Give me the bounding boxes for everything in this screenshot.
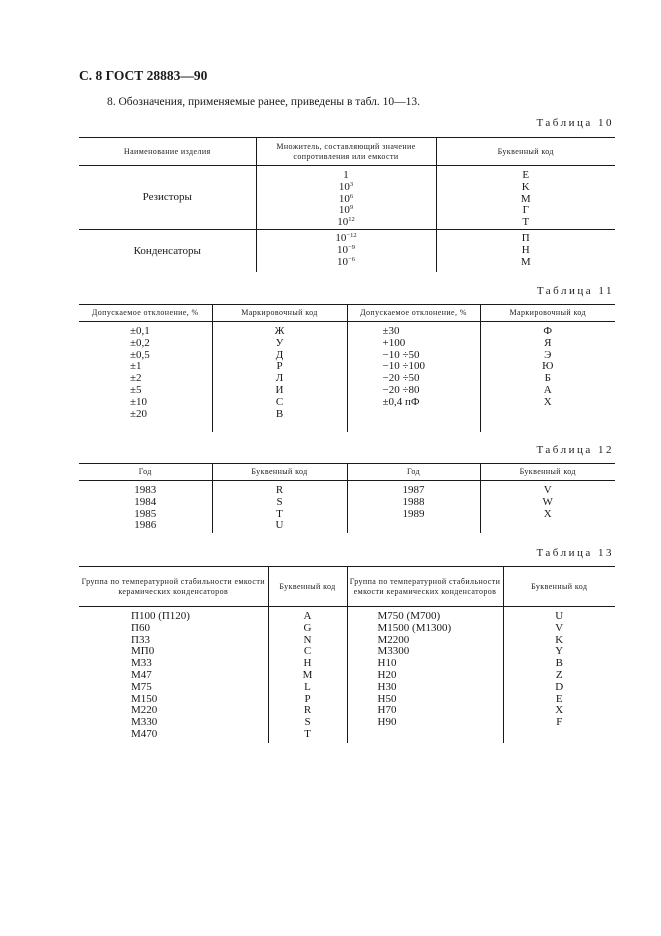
table-11 <box>79 304 615 432</box>
tolerance-value: ±20 <box>130 407 148 420</box>
year-value: 1984 <box>134 495 157 508</box>
tolerance-cell <box>79 322 212 432</box>
year-value: 1988 <box>402 495 425 508</box>
letter-code: P <box>304 692 311 705</box>
letter-code-cell <box>212 481 347 533</box>
letter-code: V <box>555 621 564 634</box>
table-10-header: Буквенный код <box>436 138 615 166</box>
table-11-caption: Таблица 11 <box>536 285 614 297</box>
tolerance-value: ±30 <box>382 325 400 337</box>
stability-group: Н30 <box>377 680 397 693</box>
table-12-header: Год <box>79 464 212 481</box>
product-name: Конденсаторы <box>133 245 201 258</box>
stability-group-cell <box>347 607 503 743</box>
stability-group: П60 <box>131 621 150 634</box>
letter-code: K <box>555 633 564 646</box>
letter-code: Z <box>555 668 563 681</box>
letter-code: U <box>275 519 284 532</box>
tolerance-value: +100 <box>382 336 406 349</box>
marking-code: Х <box>543 395 552 408</box>
letter-code: E <box>555 692 563 705</box>
tolerance-value: ±10 <box>130 395 148 408</box>
letter-code: M <box>302 668 313 681</box>
marking-code: Э <box>544 348 552 361</box>
note-paragraph: 8. Обозначения, применяемые ранее, приведены в табл. 10—13. <box>107 96 421 108</box>
letter-code: L <box>304 680 311 693</box>
letter-code: M <box>520 192 531 205</box>
marking-code: Я <box>544 336 552 349</box>
marking-code: Б <box>544 372 551 385</box>
stability-group: М47 <box>131 668 152 681</box>
stability-group: М75 <box>131 680 152 693</box>
tolerance-value: ±5 <box>130 383 142 396</box>
table-11-header: Допускаемое отклонение, % <box>79 305 212 322</box>
product-name-cell <box>79 166 256 230</box>
letter-code-cell <box>503 607 615 743</box>
marking-code: А <box>543 383 552 396</box>
year-value: 1983 <box>134 484 157 496</box>
tolerance-value: −10 ÷50 <box>382 348 420 361</box>
marking-code: Л <box>275 372 284 385</box>
table-12-header: Буквенный код <box>212 464 347 481</box>
letter-code: A <box>303 610 312 622</box>
tolerance-value: ±0,1 <box>130 325 150 337</box>
stability-group: М33 <box>131 657 152 670</box>
stability-group-cell <box>79 607 268 743</box>
tolerance-value: −10 ÷100 <box>382 360 425 373</box>
marking-code: С <box>275 395 284 408</box>
tolerance-value: ±0,5 <box>130 348 150 361</box>
marking-code-cell <box>212 322 347 432</box>
multiplier: 1 <box>343 169 349 181</box>
letter-code: S <box>304 716 311 729</box>
table-13 <box>79 566 615 743</box>
table-13-header: Группа по температурной стабильности емкости керамических конденсаторов <box>347 567 503 607</box>
stability-group: Н20 <box>377 668 397 681</box>
letter-code: R <box>303 704 312 717</box>
letter-code: М <box>520 255 531 268</box>
letter-code: T <box>522 216 530 229</box>
stability-group: Н70 <box>377 704 397 717</box>
letter-code: Н <box>521 243 530 256</box>
stability-group: МП0 <box>131 645 155 658</box>
stability-group: Н50 <box>377 692 397 705</box>
letter-code: N <box>303 633 312 646</box>
year-value: 1989 <box>402 507 425 520</box>
stability-group: М470 <box>131 727 158 740</box>
marking-code: Р <box>276 360 283 373</box>
year-value: 1986 <box>134 519 157 532</box>
multiplier: $10^9$ <box>338 204 354 217</box>
table-11-header: Допускаемое отклонение, % <box>347 305 480 322</box>
table-12 <box>79 463 615 533</box>
stability-group: М330 <box>131 716 158 729</box>
table-13-header: Группа по температурной стабильности емкости керамических конденсаторов <box>79 567 268 607</box>
year-cell <box>79 481 212 533</box>
multiplier: $10^{-12}$ <box>335 231 357 244</box>
table-10-header: Наименование изделия <box>79 138 256 166</box>
stability-group: М150 <box>131 692 158 705</box>
letter-code: V <box>543 484 552 496</box>
year-value: 1985 <box>134 507 157 520</box>
marking-code: Д <box>275 348 284 361</box>
stability-group: П100 (П120) <box>131 610 190 622</box>
marking-code: Ф <box>543 325 553 337</box>
stability-group: М2200 <box>377 633 410 646</box>
letter-code: Y <box>555 645 564 658</box>
multiplier: $10^{-9}$ <box>337 243 355 256</box>
tolerance-value: ±0,4 пФ <box>382 395 420 408</box>
product-name: Резисторы <box>142 191 192 204</box>
table-10-header: Множитель, составляющий значение сопротивления или емкости <box>256 138 436 166</box>
multiplier-cell <box>256 166 436 230</box>
letter-code: E <box>522 169 530 181</box>
table-12-header: Буквенный код <box>480 464 615 481</box>
year-value: 1987 <box>402 484 425 496</box>
multiplier: $10^3$ <box>338 180 354 193</box>
page-header: С. 8 ГОСТ 28883—90 <box>79 68 208 83</box>
table-12-header: Год <box>347 464 480 481</box>
letter-code: U <box>555 610 564 622</box>
marking-code: И <box>275 383 284 396</box>
letter-code: S <box>276 495 283 508</box>
letter-code: T <box>276 507 283 520</box>
letter-code-cell <box>480 481 615 533</box>
table-12-caption: Таблица 12 <box>536 444 614 456</box>
letter-code: W <box>542 495 553 508</box>
stability-group: М3300 <box>377 645 410 658</box>
table-11-header: Маркировочный код <box>480 305 615 322</box>
letter-code: D <box>555 680 564 693</box>
table-10 <box>79 137 615 272</box>
tolerance-value: ±1 <box>130 360 142 373</box>
letter-code: C <box>303 645 312 658</box>
marking-code: Ю <box>542 360 554 373</box>
letter-code: R <box>275 484 284 496</box>
multiplier: $10^{-6}$ <box>337 255 355 268</box>
letter-code-cell <box>268 607 347 743</box>
product-name-cell <box>79 229 256 272</box>
table-13-caption: Таблица 13 <box>536 547 614 559</box>
table-10-caption: Таблица 10 <box>536 117 614 129</box>
tolerance-value: ±0,2 <box>130 336 150 349</box>
letter-code: П <box>521 231 530 244</box>
multiplier: $10^{12}$ <box>337 216 355 229</box>
stability-group: Н10 <box>377 657 397 670</box>
letter-code: X <box>555 704 564 717</box>
letter-code: Г <box>522 204 529 217</box>
letter-code-cell <box>436 166 615 230</box>
tolerance-value: −20 ÷50 <box>382 372 420 385</box>
marking-code: У <box>275 336 284 349</box>
letter-code: H <box>303 657 312 670</box>
marking-code: В <box>275 407 284 420</box>
table-13-header: Буквенный код <box>268 567 347 607</box>
letter-code: X <box>543 507 552 520</box>
letter-code: K <box>521 180 530 193</box>
stability-group: М1500 (М1300) <box>377 621 452 634</box>
stability-group: М220 <box>131 704 158 717</box>
letter-code: B <box>555 657 563 670</box>
marking-code: Ж <box>274 325 285 337</box>
letter-code: F <box>556 716 563 729</box>
tolerance-value: ±2 <box>130 372 142 385</box>
stability-group: Н90 <box>377 716 397 729</box>
marking-code-cell <box>480 322 615 432</box>
letter-code: T <box>304 727 311 740</box>
table-11-header: Маркировочный код <box>212 305 347 322</box>
multiplier: $10^6$ <box>338 192 354 205</box>
stability-group: П33 <box>131 633 150 646</box>
letter-code-cell <box>436 229 615 272</box>
stability-group: М750 (М700) <box>377 610 441 622</box>
letter-code: G <box>303 621 312 634</box>
table-13-header: Буквенный код <box>503 567 615 607</box>
tolerance-cell <box>347 322 480 432</box>
multiplier-cell <box>256 229 436 272</box>
year-cell <box>347 481 480 533</box>
tolerance-value: −20 ÷80 <box>382 383 420 396</box>
